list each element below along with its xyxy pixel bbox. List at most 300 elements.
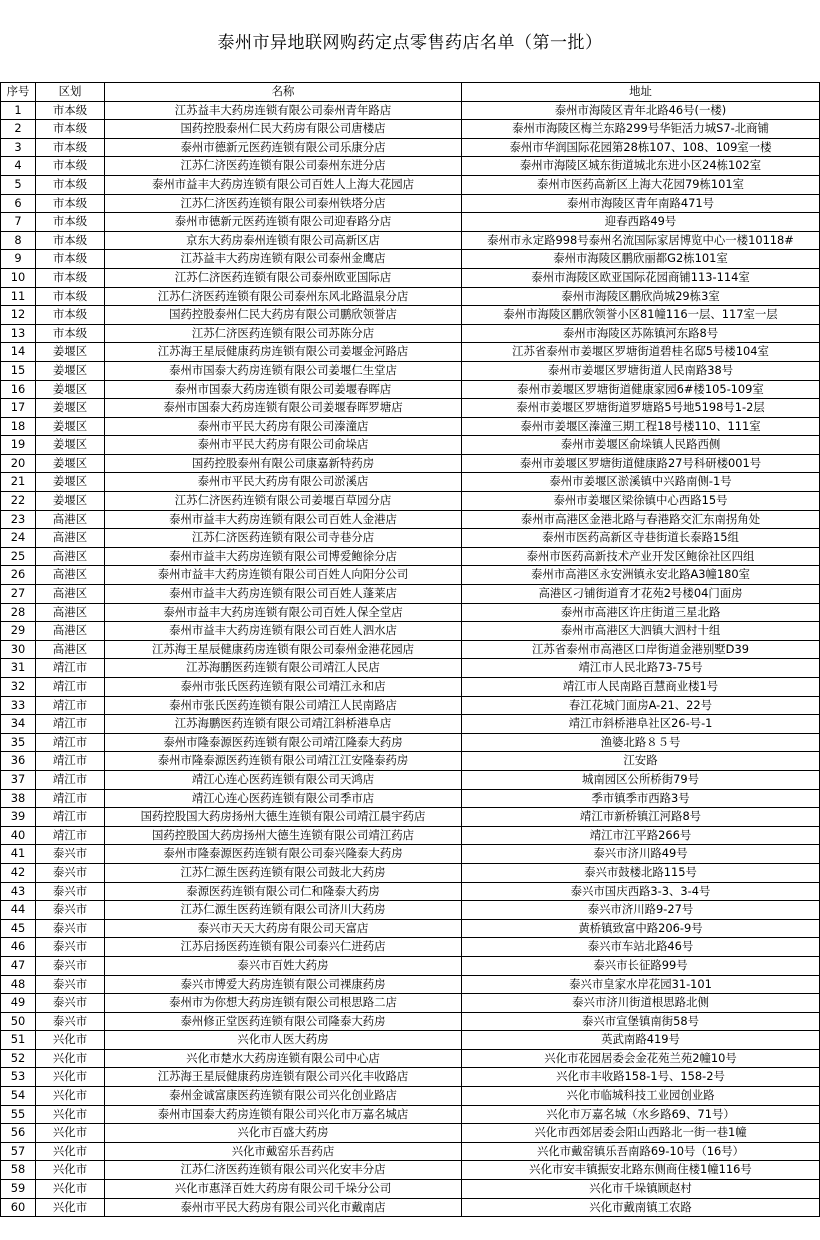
cell-address: 泰兴市鼓楼北路115号 [462, 863, 820, 882]
cell-index: 18 [1, 417, 36, 436]
cell-district: 泰兴市 [36, 938, 105, 957]
cell-index: 60 [1, 1198, 36, 1217]
table-row [1, 919, 820, 938]
table-row [1, 585, 820, 604]
cell-index: 31 [1, 659, 36, 678]
table-row [1, 938, 820, 957]
cell-name: 泰州市张氏医药连锁有限公司靖江永和店 [105, 678, 462, 697]
cell-address: 泰州市华润国际花园第28栋107、108、109室一楼 [462, 138, 820, 157]
cell-name: 泰州市德新元医药连锁有限公司迎春路分店 [105, 213, 462, 232]
cell-district: 靖江市 [36, 678, 105, 697]
table-row [1, 975, 820, 994]
cell-address: 泰兴市宣堡镇南街58号 [462, 1012, 820, 1031]
cell-district: 靖江市 [36, 659, 105, 678]
table-row [1, 622, 820, 641]
table-row [1, 1087, 820, 1106]
cell-district: 市本级 [36, 157, 105, 176]
cell-district: 市本级 [36, 268, 105, 287]
cell-index: 41 [1, 845, 36, 864]
cell-name: 泰州市张氏医药连锁有限公司靖江人民南路店 [105, 696, 462, 715]
cell-address: 江安路 [462, 752, 820, 771]
cell-district: 兴化市 [36, 1068, 105, 1087]
cell-district: 兴化市 [36, 1049, 105, 1068]
cell-name: 江苏仁源生医药连锁有限公司鼓北大药房 [105, 863, 462, 882]
table-row [1, 696, 820, 715]
cell-index: 10 [1, 268, 36, 287]
cell-address: 兴化市临城科技工业园创业路 [462, 1087, 820, 1106]
table-row [1, 120, 820, 139]
cell-district: 姜堰区 [36, 380, 105, 399]
cell-name: 泰州市平民大药房有限公司俞垛店 [105, 436, 462, 455]
table-row [1, 640, 820, 659]
cell-address: 季市镇季市西路3号 [462, 789, 820, 808]
cell-address: 江苏省泰州市姜堰区罗塘街道碧桂名邸5号楼104室 [462, 343, 820, 362]
cell-index: 45 [1, 919, 36, 938]
cell-name: 泰州市隆泰源医药连锁有限公司泰兴隆泰大药房 [105, 845, 462, 864]
cell-address: 泰州市医药高新区寺巷街道长泰路15组 [462, 529, 820, 548]
cell-name: 泰州市益丰大药房连锁有限公司百姓人向阳分公司 [105, 566, 462, 585]
cell-index: 49 [1, 994, 36, 1013]
table-row [1, 1124, 820, 1143]
cell-name: 泰州市益丰大药房连锁有限公司百姓人上海大花园店 [105, 175, 462, 194]
cell-name: 江苏海王星辰健康药房连锁有限公司兴化丰收路店 [105, 1068, 462, 1087]
cell-name: 江苏海鹏医药连锁有限公司靖江人民店 [105, 659, 462, 678]
cell-address: 兴化市西郊居委会阳山西路北一街一巷1幢 [462, 1124, 820, 1143]
cell-name: 兴化市人医大药房 [105, 1031, 462, 1050]
cell-index: 48 [1, 975, 36, 994]
cell-address: 泰州市姜堰区罗塘街道健康路27号科研楼001号 [462, 454, 820, 473]
cell-district: 姜堰区 [36, 343, 105, 362]
cell-index: 54 [1, 1087, 36, 1106]
cell-name: 泰州市国泰大药房连锁有限公司姜堰仁生堂店 [105, 361, 462, 380]
cell-district: 高港区 [36, 585, 105, 604]
cell-address: 靖江市人民南路百慧商业楼1号 [462, 678, 820, 697]
table-row [1, 1161, 820, 1180]
cell-name: 泰州修正堂医药连锁有限公司隆泰大药房 [105, 1012, 462, 1031]
cell-address: 渔婆北路８５号 [462, 733, 820, 752]
cell-name: 泰兴市博爱大药房连锁有限公司裸康药房 [105, 975, 462, 994]
cell-index: 34 [1, 715, 36, 734]
cell-address: 泰州市姜堰区罗塘街道人民南路38号 [462, 361, 820, 380]
cell-name: 江苏仁济医药连锁有限公司泰州东风北路温泉分店 [105, 287, 462, 306]
cell-district: 靖江市 [36, 789, 105, 808]
cell-name: 泰州市隆泰源医药连锁有限公司靖江隆泰大药房 [105, 733, 462, 752]
table-row [1, 715, 820, 734]
table-row [1, 808, 820, 827]
table-row [1, 268, 820, 287]
cell-name: 泰源医药连锁有限公司仁和隆泰大药房 [105, 882, 462, 901]
cell-name: 江苏仁济医药连锁有限公司寺巷分店 [105, 529, 462, 548]
cell-district: 兴化市 [36, 1161, 105, 1180]
cell-district: 兴化市 [36, 1031, 105, 1050]
cell-district: 靖江市 [36, 770, 105, 789]
table-row [1, 1049, 820, 1068]
table-row [1, 994, 820, 1013]
table-row [1, 324, 820, 343]
cell-name: 江苏益丰大药房连锁有限公司泰州青年路店 [105, 101, 462, 120]
cell-index: 56 [1, 1124, 36, 1143]
cell-index: 8 [1, 231, 36, 250]
cell-name: 泰州市平民大药房有限公司溱潼店 [105, 417, 462, 436]
table-row [1, 547, 820, 566]
cell-district: 市本级 [36, 101, 105, 120]
cell-address: 城南园区公所桥街79号 [462, 770, 820, 789]
cell-district: 泰兴市 [36, 956, 105, 975]
cell-district: 靖江市 [36, 752, 105, 771]
table-row [1, 1198, 820, 1217]
cell-address: 泰州市海陵区苏陈镇河东路8号 [462, 324, 820, 343]
cell-index: 38 [1, 789, 36, 808]
cell-name: 江苏海鹏医药连锁有限公司靖江斜桥港阜店 [105, 715, 462, 734]
table-row [1, 306, 820, 325]
cell-address: 泰兴市皇家水岸花园31-101 [462, 975, 820, 994]
cell-name: 泰州市德新元医药连锁有限公司乐康分店 [105, 138, 462, 157]
table-row [1, 1012, 820, 1031]
cell-address: 春江花城门面房A-21、22号 [462, 696, 820, 715]
cell-address: 泰兴市长征路99号 [462, 956, 820, 975]
cell-name: 江苏仁济医药连锁有限公司兴化安丰分店 [105, 1161, 462, 1180]
cell-index: 25 [1, 547, 36, 566]
cell-district: 高港区 [36, 640, 105, 659]
cell-index: 40 [1, 826, 36, 845]
cell-name: 泰州金诚富康医药连锁有限公司兴化创业路店 [105, 1087, 462, 1106]
cell-name: 江苏海王星辰健康药房连锁有限公司姜堰金河路店 [105, 343, 462, 362]
cell-index: 20 [1, 454, 36, 473]
cell-index: 21 [1, 473, 36, 492]
cell-district: 姜堰区 [36, 454, 105, 473]
cell-district: 泰兴市 [36, 994, 105, 1013]
table-row [1, 789, 820, 808]
cell-district: 靖江市 [36, 733, 105, 752]
cell-name: 京东大药房泰州连锁有限公司高新区店 [105, 231, 462, 250]
cell-district: 泰兴市 [36, 882, 105, 901]
cell-district: 靖江市 [36, 715, 105, 734]
cell-district: 姜堰区 [36, 473, 105, 492]
cell-address: 泰州市医药高新技术产业开发区鲍徐社区四组 [462, 547, 820, 566]
cell-index: 19 [1, 436, 36, 455]
cell-address: 泰兴市车站北路46号 [462, 938, 820, 957]
cell-district: 泰兴市 [36, 1012, 105, 1031]
cell-district: 泰兴市 [36, 845, 105, 864]
table-row [1, 603, 820, 622]
cell-address: 泰州市高港区大泗镇大泗村十组 [462, 622, 820, 641]
cell-index: 15 [1, 361, 36, 380]
cell-address: 泰州市姜堰区罗塘街道健康家园6#楼105-109室 [462, 380, 820, 399]
cell-address: 泰州市海陵区梅兰东路299号华钜活力城S7-北商铺 [462, 120, 820, 139]
cell-name: 国药控股国大药房扬州大德生连锁有限公司靖江晨宇药店 [105, 808, 462, 827]
column-header-district: 区划 [36, 83, 105, 102]
cell-index: 47 [1, 956, 36, 975]
cell-index: 17 [1, 399, 36, 418]
cell-index: 37 [1, 770, 36, 789]
table-row [1, 287, 820, 306]
cell-index: 43 [1, 882, 36, 901]
table-header-row [1, 83, 820, 102]
cell-index: 5 [1, 175, 36, 194]
cell-district: 兴化市 [36, 1105, 105, 1124]
cell-district: 高港区 [36, 603, 105, 622]
cell-index: 42 [1, 863, 36, 882]
cell-index: 32 [1, 678, 36, 697]
cell-address: 泰州市海陵区鹏欣领誉小区81幢116一层、117室一层 [462, 306, 820, 325]
cell-index: 14 [1, 343, 36, 362]
cell-district: 泰兴市 [36, 919, 105, 938]
cell-district: 市本级 [36, 287, 105, 306]
cell-index: 57 [1, 1142, 36, 1161]
cell-index: 6 [1, 194, 36, 213]
cell-address: 泰州市永定路998号泰州名流国际家居博览中心一楼10118# [462, 231, 820, 250]
cell-address: 泰州市医药高新区上海大花园79栋101室 [462, 175, 820, 194]
cell-index: 27 [1, 585, 36, 604]
cell-district: 兴化市 [36, 1087, 105, 1106]
cell-index: 55 [1, 1105, 36, 1124]
table-row [1, 1031, 820, 1050]
table-row [1, 1105, 820, 1124]
cell-name: 泰州市平民大药房有限公司淤溪店 [105, 473, 462, 492]
table-row [1, 678, 820, 697]
cell-address: 兴化市安丰镇振安北路东侧商住楼1幢116号 [462, 1161, 820, 1180]
table-row [1, 1180, 820, 1199]
cell-district: 高港区 [36, 622, 105, 641]
cell-address: 靖江市人民北路73-75号 [462, 659, 820, 678]
cell-address: 泰兴市济川路49号 [462, 845, 820, 864]
table-body [1, 101, 820, 1217]
table-row [1, 1068, 820, 1087]
cell-index: 33 [1, 696, 36, 715]
cell-index: 4 [1, 157, 36, 176]
cell-name: 国药控股泰州有限公司康嘉新特药房 [105, 454, 462, 473]
table-row [1, 863, 820, 882]
cell-index: 59 [1, 1180, 36, 1199]
cell-address: 泰州市高港区金港北路与春港路交汇东南拐角处 [462, 510, 820, 529]
cell-name: 泰州市隆泰源医药连锁有限公司靖江江安隆泰药房 [105, 752, 462, 771]
cell-name: 泰州市益丰大药房连锁有限公司博爱鲍徐分店 [105, 547, 462, 566]
cell-address: 兴化市丰收路158-1号、158-2号 [462, 1068, 820, 1087]
cell-name: 泰州市国泰大药房连锁有限公司姜堰春晖店 [105, 380, 462, 399]
cell-index: 13 [1, 324, 36, 343]
cell-name: 江苏仁济医药连锁有限公司泰州欧亚国际店 [105, 268, 462, 287]
cell-name: 泰州市国泰大药房连锁有限公司兴化市万嘉名城店 [105, 1105, 462, 1124]
cell-name: 泰州市平民大药房有限公司兴化市戴南店 [105, 1198, 462, 1217]
cell-index: 44 [1, 901, 36, 920]
cell-name: 兴化市百盛大药房 [105, 1124, 462, 1143]
table-row [1, 417, 820, 436]
table-row [1, 882, 820, 901]
cell-name: 泰州市益丰大药房连锁有限公司百姓人泗水店 [105, 622, 462, 641]
cell-index: 12 [1, 306, 36, 325]
cell-name: 江苏仁济医药连锁有限公司苏陈分店 [105, 324, 462, 343]
cell-district: 兴化市 [36, 1124, 105, 1143]
cell-district: 市本级 [36, 213, 105, 232]
cell-index: 24 [1, 529, 36, 548]
cell-address: 兴化市戴窑镇乐吾南路69-10号（16号） [462, 1142, 820, 1161]
table-row [1, 361, 820, 380]
table-row [1, 157, 820, 176]
cell-district: 市本级 [36, 194, 105, 213]
cell-district: 市本级 [36, 120, 105, 139]
cell-address: 泰州市海陵区鹏欣丽都G2栋101室 [462, 250, 820, 269]
cell-address: 靖江市斜桥港阜社区26-号-1 [462, 715, 820, 734]
cell-name: 靖江心连心医药连锁有限公司季市店 [105, 789, 462, 808]
cell-address: 泰州市姜堰区溱潼三期工程18号楼110、111室 [462, 417, 820, 436]
table-row [1, 826, 820, 845]
cell-address: 靖江市江平路266号 [462, 826, 820, 845]
cell-address: 黄桥镇致富中路206-9号 [462, 919, 820, 938]
table-row [1, 380, 820, 399]
cell-index: 35 [1, 733, 36, 752]
column-header-index: 序号 [1, 83, 36, 102]
table-row [1, 194, 820, 213]
cell-district: 姜堰区 [36, 399, 105, 418]
cell-index: 30 [1, 640, 36, 659]
cell-address: 泰兴市国庆西路3-3、3-4号 [462, 882, 820, 901]
table-row [1, 901, 820, 920]
cell-address: 兴化市花园居委会金花苑兰苑2幢10号 [462, 1049, 820, 1068]
table-row [1, 175, 820, 194]
table-row [1, 213, 820, 232]
table-row [1, 399, 820, 418]
cell-district: 市本级 [36, 324, 105, 343]
cell-name: 江苏仁源生医药连锁有限公司济川大药房 [105, 901, 462, 920]
cell-district: 泰兴市 [36, 975, 105, 994]
table-row [1, 436, 820, 455]
cell-address: 泰州市海陵区欧亚国际花园商铺113-114室 [462, 268, 820, 287]
cell-district: 姜堰区 [36, 361, 105, 380]
table-row [1, 733, 820, 752]
cell-name: 兴化市戴窑乐吾药店 [105, 1142, 462, 1161]
cell-district: 靖江市 [36, 808, 105, 827]
cell-district: 兴化市 [36, 1142, 105, 1161]
cell-name: 泰州市为你想大药房连锁有限公司根思路二店 [105, 994, 462, 1013]
cell-address: 兴化市千垛镇顾赵村 [462, 1180, 820, 1199]
cell-district: 市本级 [36, 250, 105, 269]
cell-district: 靖江市 [36, 826, 105, 845]
cell-name: 江苏益丰大药房连锁有限公司泰州金鹰店 [105, 250, 462, 269]
cell-index: 22 [1, 492, 36, 511]
cell-district: 高港区 [36, 547, 105, 566]
cell-address: 泰州市海陵区青年北路46号(一楼) [462, 101, 820, 120]
table-row [1, 956, 820, 975]
table-row [1, 510, 820, 529]
table-row [1, 1142, 820, 1161]
table-row [1, 250, 820, 269]
table-row [1, 492, 820, 511]
cell-index: 23 [1, 510, 36, 529]
cell-name: 国药控股泰州仁民大药房有限公司鹏欣领誉店 [105, 306, 462, 325]
table-row [1, 231, 820, 250]
cell-address: 江苏省泰州市高港区口岸街道金港别墅D39 [462, 640, 820, 659]
cell-district: 市本级 [36, 138, 105, 157]
cell-index: 29 [1, 622, 36, 641]
column-header-address: 地址 [462, 83, 820, 102]
cell-index: 9 [1, 250, 36, 269]
cell-index: 3 [1, 138, 36, 157]
cell-address: 靖江市新桥镇江河路8号 [462, 808, 820, 827]
cell-index: 39 [1, 808, 36, 827]
table-row [1, 529, 820, 548]
cell-name: 泰兴市百姓大药房 [105, 956, 462, 975]
cell-district: 市本级 [36, 306, 105, 325]
cell-district: 高港区 [36, 529, 105, 548]
cell-index: 7 [1, 213, 36, 232]
table-row [1, 659, 820, 678]
cell-district: 兴化市 [36, 1180, 105, 1199]
cell-index: 1 [1, 101, 36, 120]
cell-index: 16 [1, 380, 36, 399]
cell-district: 高港区 [36, 510, 105, 529]
cell-address: 泰州市姜堰区淤溪镇中兴路南侧-1号 [462, 473, 820, 492]
table-row [1, 566, 820, 585]
cell-district: 泰兴市 [36, 863, 105, 882]
cell-name: 泰州市益丰大药房连锁有限公司百姓人蓬莱店 [105, 585, 462, 604]
page-title: 泰州市异地联网购药定点零售药店名单（第一批） [217, 33, 603, 53]
cell-address: 泰州市海陵区城东街道城北东进小区24栋102室 [462, 157, 820, 176]
cell-name: 江苏海王星辰健康药房连锁有限公司泰州金港花园店 [105, 640, 462, 659]
cell-name: 江苏启扬医药连锁有限公司泰兴仁进药店 [105, 938, 462, 957]
cell-address: 泰州市高港区永安洲镇永安北路A3幢180室 [462, 566, 820, 585]
cell-index: 26 [1, 566, 36, 585]
cell-district: 姜堰区 [36, 417, 105, 436]
cell-district: 姜堰区 [36, 436, 105, 455]
cell-address: 泰州市姜堰区俞垛镇人民路西侧 [462, 436, 820, 455]
cell-name: 兴化市楚水大药房连锁有限公司中心店 [105, 1049, 462, 1068]
cell-index: 51 [1, 1031, 36, 1050]
cell-name: 泰兴市天天大药房有限公司天富店 [105, 919, 462, 938]
cell-name: 国药控股国大药房扬州大德生连锁有限公司靖江药店 [105, 826, 462, 845]
table-row [1, 101, 820, 120]
cell-index: 36 [1, 752, 36, 771]
cell-name: 江苏仁济医药连锁有限公司泰州东进分店 [105, 157, 462, 176]
cell-address: 迎春西路49号 [462, 213, 820, 232]
table-row [1, 138, 820, 157]
cell-name: 兴化市惠泽百姓大药房有限公司千垛分公司 [105, 1180, 462, 1199]
cell-index: 53 [1, 1068, 36, 1087]
cell-index: 11 [1, 287, 36, 306]
cell-address: 兴化市万嘉名城（水乡路69、71号） [462, 1105, 820, 1124]
table-row [1, 752, 820, 771]
cell-address: 高港区刁铺街道育才花苑2号楼04门面房 [462, 585, 820, 604]
cell-index: 52 [1, 1049, 36, 1068]
pharmacy-table [0, 82, 820, 1217]
cell-index: 58 [1, 1161, 36, 1180]
cell-address: 泰州市海陵区鹏欣尚城29栋3室 [462, 287, 820, 306]
cell-district: 市本级 [36, 175, 105, 194]
cell-district: 靖江市 [36, 696, 105, 715]
cell-address: 泰州市海陵区青年南路471号 [462, 194, 820, 213]
cell-name: 泰州市益丰大药房连锁有限公司百姓人金港店 [105, 510, 462, 529]
cell-name: 江苏仁济医药连锁有限公司泰州铁塔分店 [105, 194, 462, 213]
cell-address: 兴化市戴南镇工农路 [462, 1198, 820, 1217]
table-row [1, 343, 820, 362]
cell-name: 靖江心连心医药连锁有限公司天鸿店 [105, 770, 462, 789]
column-header-name: 名称 [105, 83, 462, 102]
table-row [1, 454, 820, 473]
cell-address: 泰州市姜堰区梁徐镇中心西路15号 [462, 492, 820, 511]
table-row [1, 473, 820, 492]
cell-district: 泰兴市 [36, 901, 105, 920]
cell-address: 英武南路419号 [462, 1031, 820, 1050]
cell-name: 泰州市国泰大药房连锁有限公司姜堰春晖罗塘店 [105, 399, 462, 418]
cell-index: 28 [1, 603, 36, 622]
cell-name: 国药控股泰州仁民大药房有限公司唐楼店 [105, 120, 462, 139]
cell-district: 姜堰区 [36, 492, 105, 511]
cell-district: 兴化市 [36, 1198, 105, 1217]
cell-district: 市本级 [36, 231, 105, 250]
cell-name: 泰州市益丰大药房连锁有限公司百姓人保全堂店 [105, 603, 462, 622]
cell-address: 泰州市高港区许庄街道三星北路 [462, 603, 820, 622]
cell-district: 高港区 [36, 566, 105, 585]
cell-name: 江苏仁济医药连锁有限公司姜堰百草园分店 [105, 492, 462, 511]
